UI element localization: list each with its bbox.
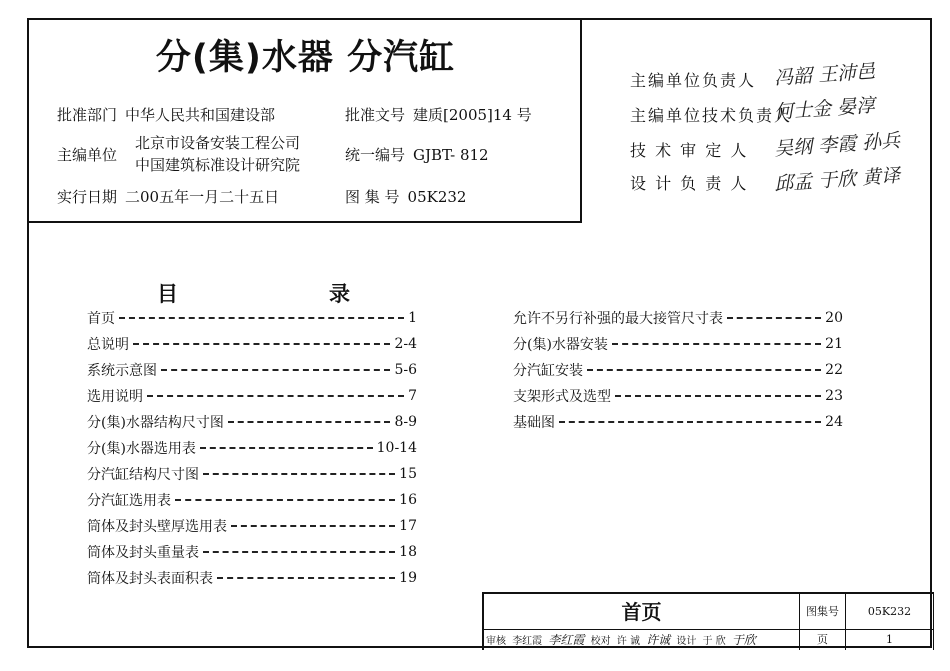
toc-item[interactable] xyxy=(87,386,417,406)
toc-item-title: 支架形式及选型 xyxy=(513,389,611,405)
design-name: 于 欣 xyxy=(702,636,726,647)
approval-dept xyxy=(57,104,275,125)
unified-no-label: 统一编号 xyxy=(345,146,406,164)
leader-line xyxy=(133,343,390,345)
approval-doc-label: 批准文号 xyxy=(345,106,406,124)
toc-item-title: 分汽缸选用表 xyxy=(87,493,171,509)
leader-line xyxy=(727,317,821,319)
leader-line xyxy=(559,421,821,423)
handwritten-signature: 吴纲 李霞 孙兵 xyxy=(773,129,901,161)
design-signature: 于欣 xyxy=(731,633,756,647)
handwritten-signature: 冯韶 王沛邑 xyxy=(773,60,876,90)
toc-item[interactable] xyxy=(513,412,843,432)
toc-item-title: 系统示意图 xyxy=(87,363,157,379)
toc-item-title: 分(集)水器结构尺寸图 xyxy=(87,415,224,431)
approval-doc-value: 建质[2005]14 号 xyxy=(413,106,532,124)
toc-item-page: 2-4 xyxy=(394,336,417,352)
toc-item-title: 总说明 xyxy=(87,337,129,353)
drawing-sheet xyxy=(27,18,932,648)
unified-no xyxy=(345,144,489,165)
review-label: 审核 xyxy=(486,636,506,647)
toc-item-title: 筒体及封头壁厚选用表 xyxy=(87,519,227,535)
toc-item[interactable] xyxy=(87,464,417,484)
header-info-panel xyxy=(29,20,582,223)
toc-item[interactable] xyxy=(87,334,417,354)
check-signature: 许诚 xyxy=(646,633,671,647)
leader-line xyxy=(119,317,404,319)
signature-role: 主编单位负责人 xyxy=(630,71,757,90)
effective-date-value: 二00五年一月二十五日 xyxy=(125,188,280,206)
effective-date xyxy=(57,186,279,207)
sheet-title: 首页 xyxy=(484,594,800,630)
signature-role: 主编单位技术负责人 xyxy=(630,106,793,125)
toc-item-page: 10-14 xyxy=(376,440,417,456)
atlas-title: 分(集)水器 分汽缸 xyxy=(155,38,456,78)
approval-dept-label: 批准部门 xyxy=(57,106,118,124)
leader-line xyxy=(203,551,395,553)
toc-item-title: 筒体及封头重量表 xyxy=(87,545,199,561)
toc-item-page: 21 xyxy=(825,336,843,352)
review-signature: 李红霞 xyxy=(548,633,585,647)
check-name: 许 诚 xyxy=(616,636,640,647)
toc-item-page: 17 xyxy=(399,518,417,534)
toc-item[interactable] xyxy=(87,568,417,588)
toc-item-page: 16 xyxy=(399,492,417,508)
toc-item-page: 15 xyxy=(399,466,417,482)
editor-unit-value-1: 北京市设备安装工程公司 xyxy=(135,134,301,152)
toc-title-left: 目 xyxy=(157,282,178,306)
toc-item-title: 首页 xyxy=(87,311,115,327)
toc-item[interactable] xyxy=(513,360,843,380)
toc-item-title: 选用说明 xyxy=(87,389,143,405)
toc-item-title: 分汽缸安装 xyxy=(513,363,583,379)
design-label: 设计 xyxy=(676,636,697,647)
toc-item[interactable] xyxy=(87,360,417,380)
toc-item-title: 分汽缸结构尺寸图 xyxy=(87,467,199,483)
atlas-no-value: 05K232 xyxy=(407,188,467,206)
toc-item-title: 允许不另行补强的最大接管尺寸表 xyxy=(513,311,723,327)
toc-item-page: 24 xyxy=(825,414,843,430)
leader-line xyxy=(147,395,404,397)
approval-row xyxy=(484,630,800,650)
page-label: 页 xyxy=(800,630,846,650)
unified-no-value: GJBT- 812 xyxy=(413,146,489,164)
toc-item-page: 18 xyxy=(399,544,417,560)
toc-item-page: 5-6 xyxy=(394,362,417,378)
toc-item-page: 22 xyxy=(825,362,843,378)
leader-line xyxy=(161,369,390,371)
signature-role: 设 计 负 责 人 xyxy=(630,174,749,193)
toc-item-title: 分(集)水器安装 xyxy=(513,337,608,353)
toc-item[interactable] xyxy=(513,334,843,354)
leader-line xyxy=(587,369,821,371)
toc-item-page: 19 xyxy=(399,570,417,586)
toc-item-page: 23 xyxy=(825,388,843,404)
toc-item-page: 7 xyxy=(408,388,417,404)
leader-line xyxy=(612,343,821,345)
leader-line xyxy=(228,421,391,423)
title-block xyxy=(482,592,934,650)
toc-item-page: 8-9 xyxy=(394,414,417,430)
handwritten-signature: 何士金 晏淳 xyxy=(773,94,876,124)
toc-item-title: 基础图 xyxy=(513,415,555,431)
check-label: 校对 xyxy=(590,636,611,647)
atlas-no-label: 图 集 号 xyxy=(345,188,400,206)
toc-item[interactable] xyxy=(87,412,417,432)
toc-item-title: 筒体及封头表面积表 xyxy=(87,571,213,587)
editor-unit-label: 主编单位 xyxy=(57,146,118,164)
toc-item[interactable] xyxy=(87,438,417,458)
toc-item[interactable] xyxy=(87,542,417,562)
toc-item[interactable] xyxy=(513,386,843,406)
page-value: 1 xyxy=(846,630,934,650)
toc-item[interactable] xyxy=(87,516,417,536)
editor-unit-value-2: 中国建筑标准设计研究院 xyxy=(135,156,301,174)
toc-item[interactable] xyxy=(87,308,417,328)
toc-item-title: 分(集)水器选用表 xyxy=(87,441,196,457)
signature-role: 技 术 审 定 人 xyxy=(630,141,749,160)
leader-line xyxy=(200,447,373,449)
toc-title-right: 录 xyxy=(329,282,350,306)
toc-item[interactable] xyxy=(513,308,843,328)
leader-line xyxy=(615,395,821,397)
atlas-no-value: 05K232 xyxy=(846,594,934,630)
atlas-no-label: 图集号 xyxy=(800,594,846,630)
leader-line xyxy=(231,525,395,527)
toc-item-page: 1 xyxy=(408,310,417,326)
leader-line xyxy=(203,473,395,475)
atlas-no xyxy=(345,186,466,207)
leader-line xyxy=(217,577,395,579)
review-name: 李红霞 xyxy=(512,636,543,647)
signature-panel xyxy=(582,20,934,223)
toc-item[interactable] xyxy=(87,490,417,510)
handwritten-signature: 邱孟 于欣 黄译 xyxy=(773,164,901,196)
approval-doc xyxy=(345,104,532,125)
toc-item-page: 20 xyxy=(825,310,843,326)
leader-line xyxy=(175,499,395,501)
approval-dept-value: 中华人民共和国建设部 xyxy=(125,106,276,124)
effective-date-label: 实行日期 xyxy=(57,188,118,206)
